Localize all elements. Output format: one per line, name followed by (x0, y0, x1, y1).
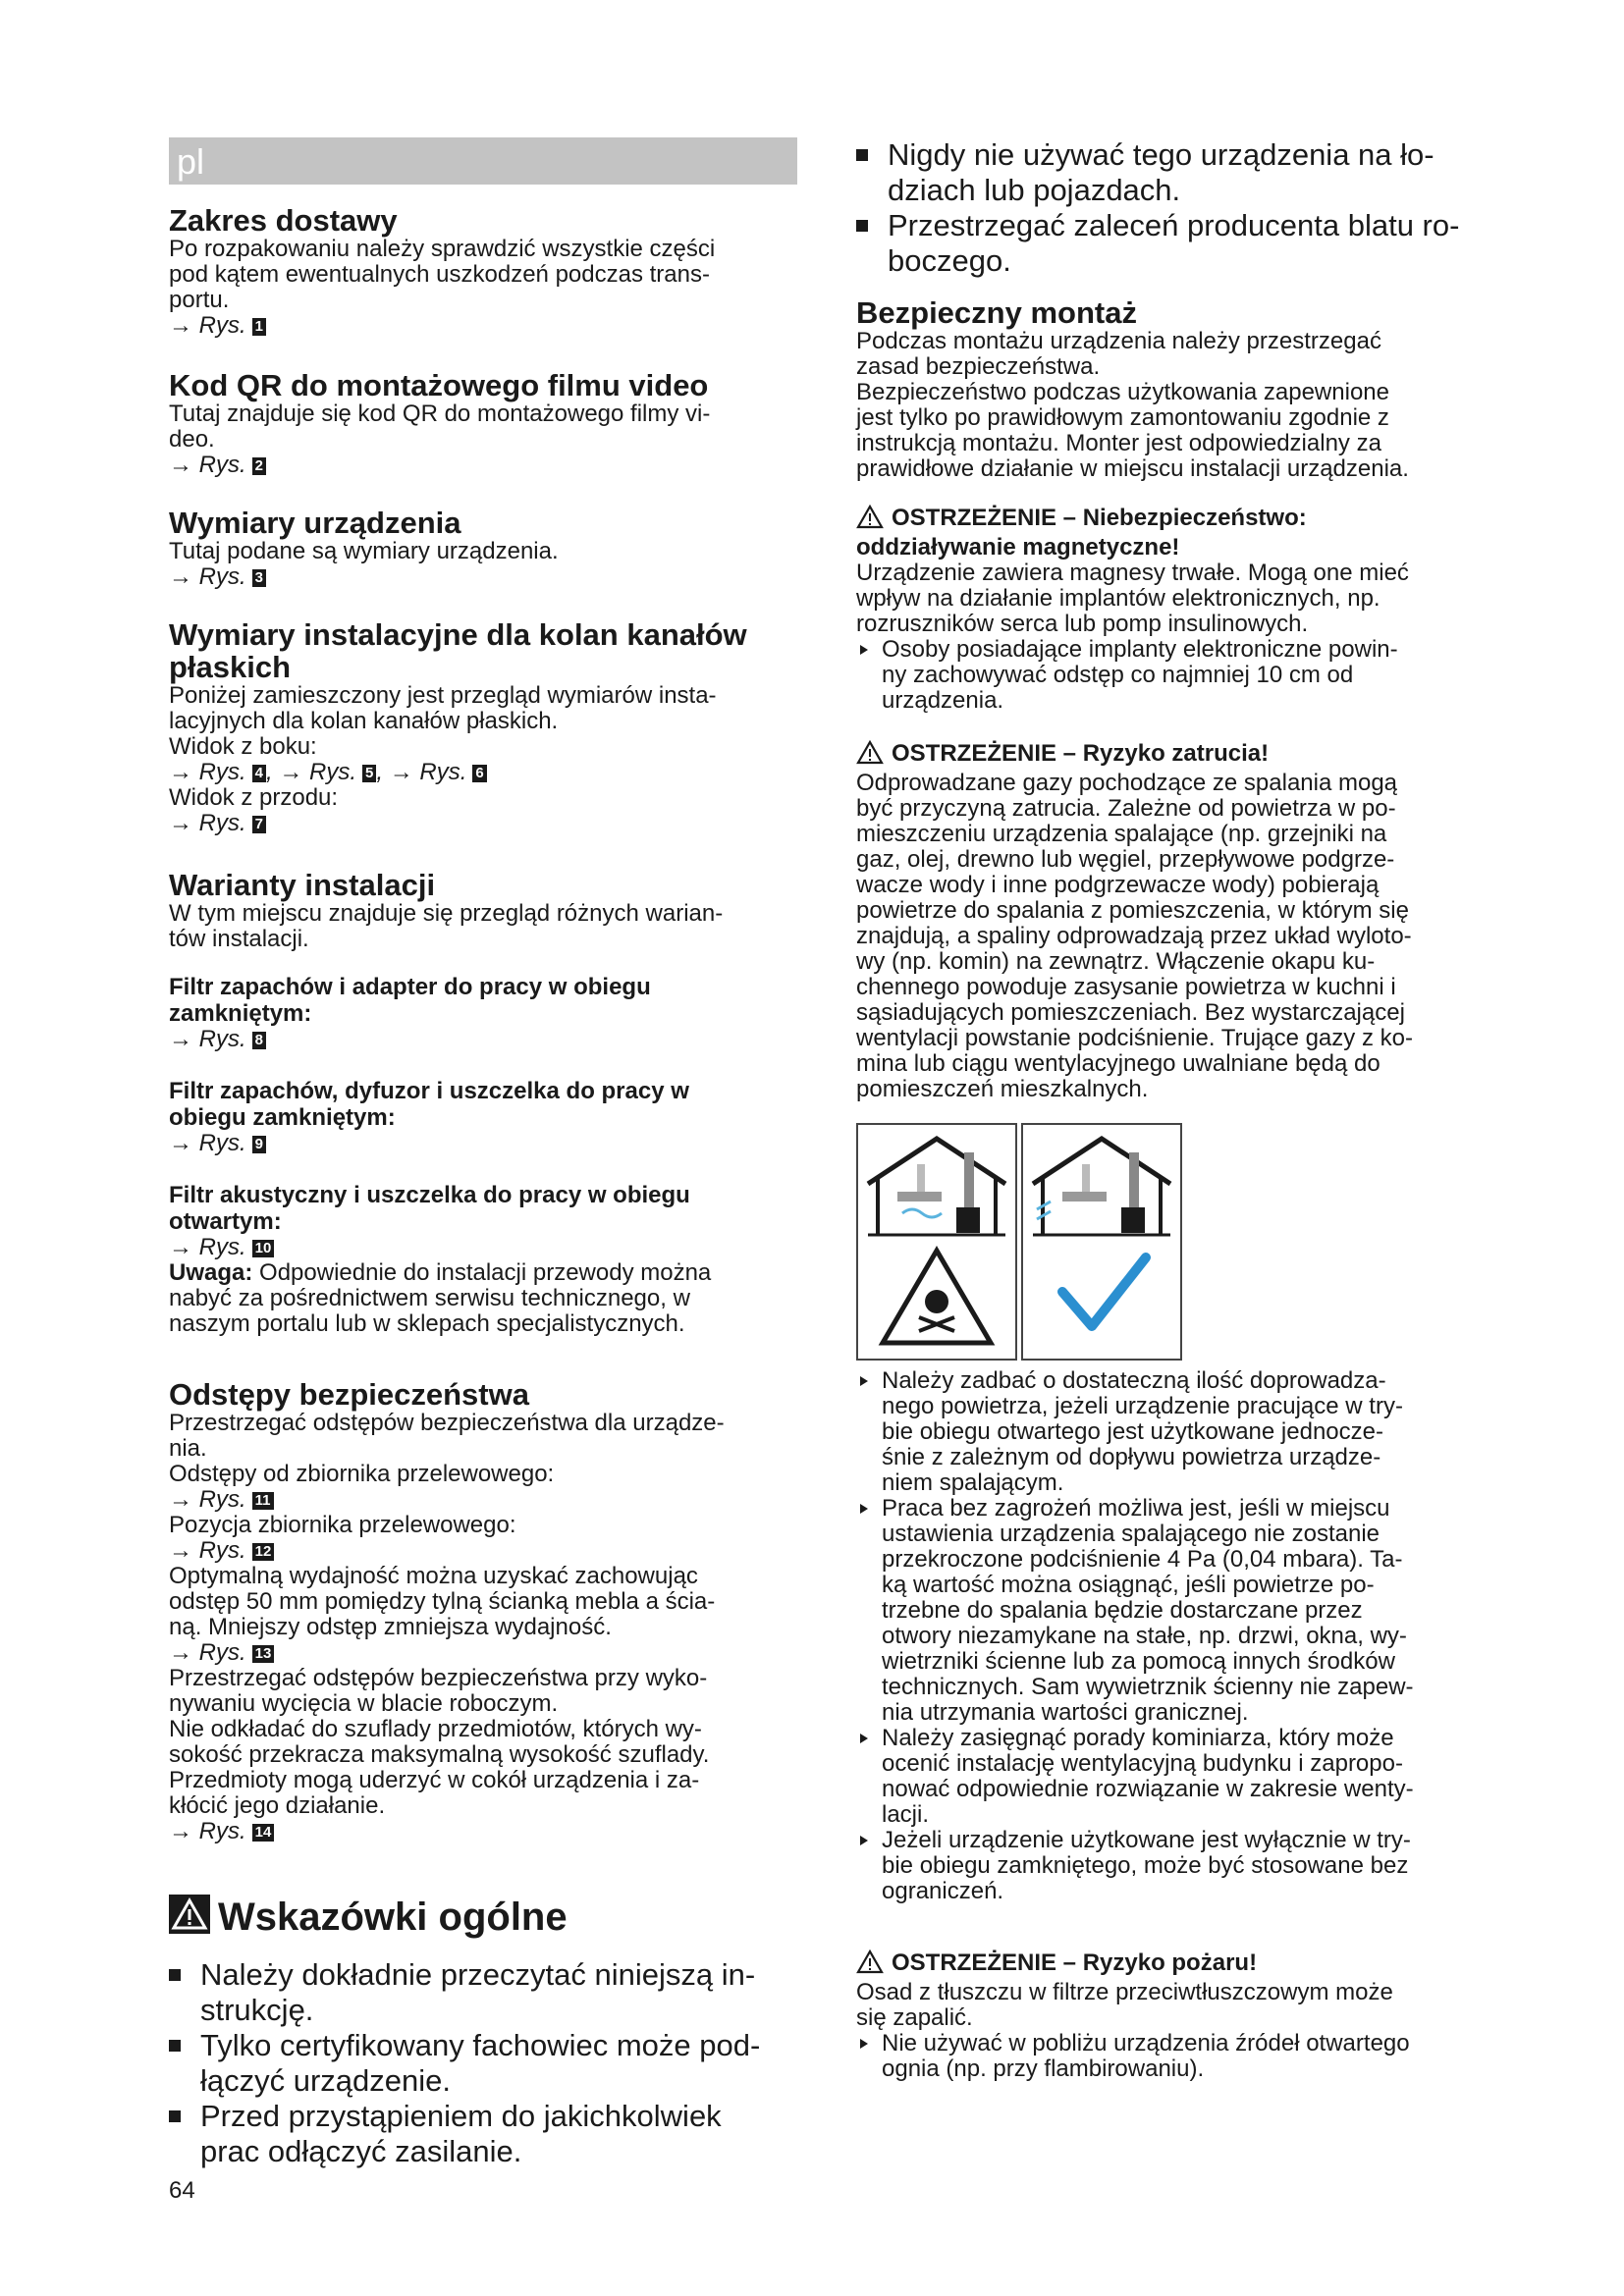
text-line: ny zachowywać odstęp co najmniej 10 cm od (882, 662, 1354, 688)
text-line: niem spalającym. (882, 1469, 1064, 1496)
subsection-title-cont: obiegu zamkniętym: (169, 1104, 396, 1131)
text-line: powietrze do spalania z pomieszczenia, w którym się (856, 897, 1409, 924)
section-title: Zakres dostawy (169, 203, 398, 238)
figure-number: 3 (252, 569, 266, 587)
text-line: wacze wody i inne podgrzewacze wody) pobierają (856, 872, 1380, 898)
ref-label: → Rys. (169, 563, 246, 590)
text-line: deo. (169, 426, 215, 453)
ref-label: → Rys. (169, 1026, 246, 1052)
text-line: wietrzniki ścienne lub za pomocą innych środków (882, 1648, 1395, 1675)
text-line: lacji. (882, 1801, 930, 1828)
figure-ref (169, 1487, 725, 1513)
text-line: boczego. (888, 243, 1011, 278)
text-line: sąsiadujących pomieszczeniach. Bez wystarczającej (856, 999, 1405, 1026)
text-line: ograniczeń. (882, 1878, 1004, 1904)
text-line: pomieszczeń mieszkalnych. (856, 1076, 1149, 1102)
text-line: Widok z boku: (169, 733, 317, 760)
figure-number: 11 (252, 1492, 274, 1510)
illustration-ok (1021, 1123, 1182, 1361)
text-line: Urządzenie zawiera magnesy trwałe. Mogą one mieć (856, 560, 1409, 586)
section-safe-install (856, 296, 1409, 482)
figure-ref (169, 1640, 725, 1666)
text-line: Podczas montażu urządzenia należy przestrzegać (856, 328, 1381, 354)
text-line: Bezpieczeństwo podczas użytkowania zapewnione (856, 379, 1389, 405)
figure-number: 8 (252, 1032, 266, 1049)
section-title: Wskazówki ogólne (218, 1896, 568, 1939)
text-line: Pozycja zbiornika przelewowego: (169, 1512, 516, 1538)
list-item (856, 637, 1409, 714)
text-line: wy (np. komin) na zewnątrz. Włączenie okapu ku- (856, 948, 1376, 975)
illustration-danger (856, 1123, 1017, 1361)
text-line: nia. (169, 1435, 207, 1462)
figure-number: 4 (252, 765, 266, 782)
ref-label: → Rys. (169, 1234, 246, 1260)
text-line: Jeżeli urządzenie użytkowane jest wyłącznie w try- (882, 1827, 1411, 1853)
text-line: instrukcją montażu. Monter jest odpowiedzialny za (856, 430, 1381, 456)
section-title: Bezpieczny montaż (856, 295, 1137, 330)
figure-number: 1 (252, 318, 266, 336)
text-line: Poniżej zamieszczony jest przegląd wymiarów insta- (169, 682, 717, 709)
note-label: Uwaga: (169, 1259, 253, 1286)
warning-fire (856, 1949, 1410, 2082)
language-label: pl (177, 141, 205, 182)
text-line: wentylacji powstanie podciśnienie. Trujące gazy z ko- (856, 1025, 1413, 1051)
text-line: Optymalną wydajność można uzyskać zachowując (169, 1563, 698, 1589)
bullet-icon (856, 149, 868, 161)
text-line: W tym miejscu znajduje się przegląd różnych warian- (169, 900, 724, 927)
text-line: Tutaj znajduje się kod QR do montażowego filmy vi- (169, 400, 711, 427)
section-title: Odstępy bezpieczeństwa (169, 1377, 529, 1412)
text-line: Należy zadbać o dostateczną ilość doprowadza- (882, 1367, 1386, 1394)
text-line: być przyczyną zatrucia. Zależne od powietrza w po- (856, 795, 1396, 822)
ref-label: → Rys. (169, 1818, 246, 1844)
text-line: Odprowadzane gazy pochodzące ze spalania mogą (856, 770, 1398, 796)
text-line: urządzenia. (882, 687, 1004, 714)
bullet-arrow-icon (860, 1734, 868, 1743)
section-install-dimensions (169, 618, 747, 836)
house-exhaust-danger-icon (858, 1125, 1015, 1359)
text-line: Przedmioty mogą uderzyć w cokół urządzenia i za- (169, 1767, 700, 1793)
bullet-icon (169, 2110, 181, 2122)
note-line (169, 1260, 723, 1286)
text-line: dziach lub pojazdach. (888, 173, 1181, 207)
warning-title-text: OSTRZEŻENIE – Niebezpieczeństwo: (892, 505, 1307, 531)
warning-title-text: OSTRZEŻENIE – Ryzyko pożaru! (892, 1949, 1258, 1976)
text-line: trzebne do spalania będzie dostarczane przez (882, 1597, 1363, 1624)
text-line: Nie odkładać do szuflady przedmiotów, których wy- (169, 1716, 702, 1742)
bullet-arrow-icon (860, 645, 868, 655)
section-delivery (169, 204, 715, 339)
ref-label: → Rys. (389, 759, 467, 785)
figure-ref (169, 1027, 723, 1052)
text-line: Przed przystąpieniem do jakichkolwiek (200, 2099, 722, 2133)
text-line: zasad bezpieczeństwa. (856, 353, 1101, 380)
section-dimensions (169, 507, 559, 590)
text-line: ognia (np. przy flambirowaniu). (882, 2056, 1205, 2082)
text-line: Przestrzegać odstępów bezpieczeństwa przy wyko- (169, 1665, 708, 1691)
warning-icon (856, 740, 884, 771)
text-line: Osad z tłuszczu w filtrze przeciwtłuszczowym może (856, 1979, 1393, 2005)
figure-number: 12 (252, 1543, 275, 1561)
list-item (169, 2028, 760, 2099)
section-qr (169, 369, 710, 478)
text-line: Odstępy od zbiornika przelewowego: (169, 1461, 555, 1487)
text-line: nia utrzymania wartości granicznej. (882, 1699, 1249, 1726)
top-bullets (856, 137, 1459, 279)
warning-triangle-icon (169, 1895, 210, 1944)
text-line: nabyć za pośrednictwem serwisu technicznego, w (169, 1285, 690, 1311)
text-line: otwory niezamykane na stałe, np. drzwi, okna, wy- (882, 1623, 1407, 1649)
subsection-title-cont: zamkniętym: (169, 1000, 312, 1027)
text-line: portu. (169, 287, 230, 313)
text-line: prac odłączyć zasilanie. (200, 2134, 522, 2168)
list-item (856, 1726, 1414, 1828)
text-line: jest tylko po prawidłowym zamontowaniu zgodnie z (856, 404, 1389, 431)
warning-icon (856, 1949, 884, 1980)
bullet-arrow-icon (860, 1836, 868, 1845)
text-line: bie obiegu zamkniętego, może być stosowane bez (882, 1852, 1409, 1879)
section-title-cont: płaskich (169, 650, 292, 684)
figure-number: 6 (472, 765, 486, 782)
text-line: Tylko certyfikowany fachowiec może pod- (200, 2028, 761, 2062)
text-line: nywaniu wycięcia w blacie roboczym. (169, 1690, 559, 1717)
text-line: ną. Mniejszy odstęp zmniejsza wydajność. (169, 1614, 612, 1640)
figure-ref (169, 1819, 725, 1844)
warning-title (856, 505, 1409, 535)
text-line: nego powietrza, jeżeli urządzenie pracujące w try- (882, 1393, 1403, 1419)
list-item (856, 1368, 1414, 1496)
figure-ref (169, 1538, 725, 1564)
figure-ref (169, 313, 715, 339)
poisoning-list (856, 1368, 1414, 1904)
subsection-title: Filtr zapachów i adapter do pracy w obiegu (169, 974, 651, 1000)
text-line: ocenić instalację wentylacyjną budynku i zapropo- (882, 1750, 1403, 1777)
list-item (856, 2031, 1410, 2082)
text-line: wpływ na działanie implantów elektronicznych, np. (856, 585, 1380, 612)
text-line: pod kątem ewentualnych uszkodzeń podczas trans- (169, 261, 710, 288)
warning-title (856, 740, 1413, 771)
bullet-arrow-icon (860, 1504, 868, 1514)
note-text: Odpowiednie do instalacji przewody można (252, 1259, 712, 1286)
ref-label: → Rys. (169, 1130, 246, 1156)
text-line: lacyjnych dla kolan kanałów płaskich. (169, 708, 559, 734)
figure-ref (169, 1131, 723, 1156)
section-variants (169, 869, 723, 1337)
page-number: 64 (169, 2177, 195, 2204)
text-line: strukcję. (200, 1993, 314, 2027)
text-line: chennego powoduje zasysanie powietrza w kuchni i (856, 974, 1396, 1000)
ref-label: → Rys. (169, 312, 246, 339)
language-tab (169, 137, 797, 185)
figure-ref (169, 564, 559, 590)
list-item (856, 137, 1459, 208)
ref-label: → Rys. (169, 810, 246, 836)
ref-label: → Rys. (279, 759, 357, 785)
figure-number: 7 (252, 816, 266, 833)
text-line: łączyć urządzenie. (200, 2063, 452, 2098)
section-title: Kod QR do montażowego filmu video (169, 368, 709, 402)
ref-label: → Rys. (169, 1639, 246, 1666)
text-line: Należy dokładnie przeczytać niniejszą in- (200, 1957, 756, 1992)
text-line: tów instalacji. (169, 926, 309, 952)
figure-number: 9 (252, 1136, 266, 1153)
figure-ref (169, 453, 710, 478)
text-line: Przestrzegać odstępów bezpieczeństwa dla urządze- (169, 1410, 725, 1436)
text-line: kłócić jego działanie. (169, 1792, 386, 1819)
text-line: nować odpowiednie rozwiązanie w zakresie wenty- (882, 1776, 1414, 1802)
bullet-icon (169, 1969, 181, 1981)
text-line: Osoby posiadające implanty elektroniczne powin- (882, 636, 1398, 663)
text-line: Praca bez zagrożeń możliwa jest, jeśli w miejscu (882, 1495, 1390, 1522)
text-line: bie obiegu otwartego jest użytkowane jednocze- (882, 1418, 1383, 1445)
text-line: Nigdy nie używać tego urządzenia na ło- (888, 137, 1435, 172)
text-line: sokość przekracza maksymalną wysokość szuflady. (169, 1741, 710, 1768)
text-line: ką wartość można osiągnąć, jeśli powietrze po- (882, 1572, 1375, 1598)
warning-title (856, 1949, 1410, 1980)
checkmark-icon (1062, 1257, 1146, 1326)
warning-title-cont: oddziaływanie magnetyczne! (856, 534, 1180, 561)
ref-label: → Rys. (169, 1486, 246, 1513)
text-line: mina lub ciągu wentylacyjnego uwalniane będą do (856, 1050, 1380, 1077)
text-line: Po rozpakowaniu należy sprawdzić wszystkie części (169, 236, 716, 262)
text-line: ustawienia urządzenia spalającego nie zostanie (882, 1521, 1380, 1547)
warning-magnetic (856, 505, 1409, 714)
text-line: technicznych. Sam wywietrznik ścienny nie zapew- (882, 1674, 1414, 1700)
list-item (856, 1496, 1414, 1726)
text-line: znajdują, a spaliny odprowadzają przez układ wyloto- (856, 923, 1412, 949)
general-notes-heading (169, 1895, 760, 1944)
list-item (169, 2099, 760, 2169)
text-line: Tutaj podane są wymiary urządzenia. (169, 538, 559, 564)
figure-number: 13 (252, 1645, 275, 1663)
section-general-notes (169, 1895, 760, 2169)
warning-poisoning (856, 740, 1413, 1102)
text-line: się zapalić. (856, 2004, 973, 2031)
section-safety-distances (169, 1378, 725, 1844)
text-line: mieszczeniu urządzenia spalające (np. grzejniki na (856, 821, 1387, 847)
text-line: śnie z zależnym od dopływu powietrza urządze- (882, 1444, 1381, 1470)
bullet-arrow-icon (860, 2039, 868, 2049)
section-title: Wymiary urządzenia (169, 506, 461, 540)
ref-label: → Rys. (169, 1537, 246, 1564)
text-line: naszym portalu lub w sklepach specjalistycznych. (169, 1310, 685, 1337)
text-line: rozruszników serca lub pomp insulinowych. (856, 611, 1309, 637)
bullet-icon (169, 2040, 181, 2052)
section-title: Wymiary instalacyjne dla kolan kanałów (169, 617, 747, 652)
warning-title-text: OSTRZEŻENIE – Ryzyko zatrucia! (892, 740, 1270, 767)
list-item (169, 1957, 760, 2028)
text-line: Należy zasięgnąć porady kominiarza, który może (882, 1725, 1394, 1751)
warning-icon (856, 505, 884, 535)
ref-label: → Rys. (169, 759, 246, 785)
text-line: przekroczone podciśnienie 4 Pa (0,04 mbara). Ta- (882, 1546, 1403, 1573)
text-line: Przestrzegać zaleceń producenta blatu ro- (888, 208, 1460, 242)
figure-number: 10 (252, 1240, 275, 1257)
text-line: odstęp 50 mm pomiędzy tylną ścianką mebla a ścia- (169, 1588, 716, 1615)
text-line: gaz, olej, drewno lub węgiel, przepływowe podgrze- (856, 846, 1395, 873)
bullet-arrow-icon (860, 1376, 868, 1386)
subsection-title-cont: otwartym: (169, 1208, 282, 1235)
text-line: Nie używać w pobliżu urządzenia źródeł otwartego (882, 2030, 1410, 2056)
figure-ref (169, 811, 747, 836)
bullet-icon (856, 220, 868, 232)
text-line: Widok z przodu: (169, 784, 339, 811)
ref-label: → Rys. (169, 452, 246, 478)
figure-number: 14 (252, 1824, 275, 1842)
list-item (856, 208, 1459, 279)
subsection-title: Filtr zapachów, dyfuzor i uszczelka do pracy w (169, 1078, 689, 1104)
house-exhaust-ok-icon (1023, 1125, 1180, 1359)
section-title: Warianty instalacji (169, 868, 436, 902)
subsection-title: Filtr akustyczny i uszczelka do pracy w obiegu (169, 1182, 690, 1208)
figure-ref: → Rys. 4 , → Rys. 5 , → Rys. 6 (169, 760, 747, 785)
figure-number: 5 (362, 765, 376, 782)
figure-number: 2 (252, 457, 266, 475)
figure-ref (169, 1235, 723, 1260)
list-item (856, 1828, 1414, 1904)
text-line: prawidłowe działanie w miejscu instalacji urządzenia. (856, 455, 1409, 482)
